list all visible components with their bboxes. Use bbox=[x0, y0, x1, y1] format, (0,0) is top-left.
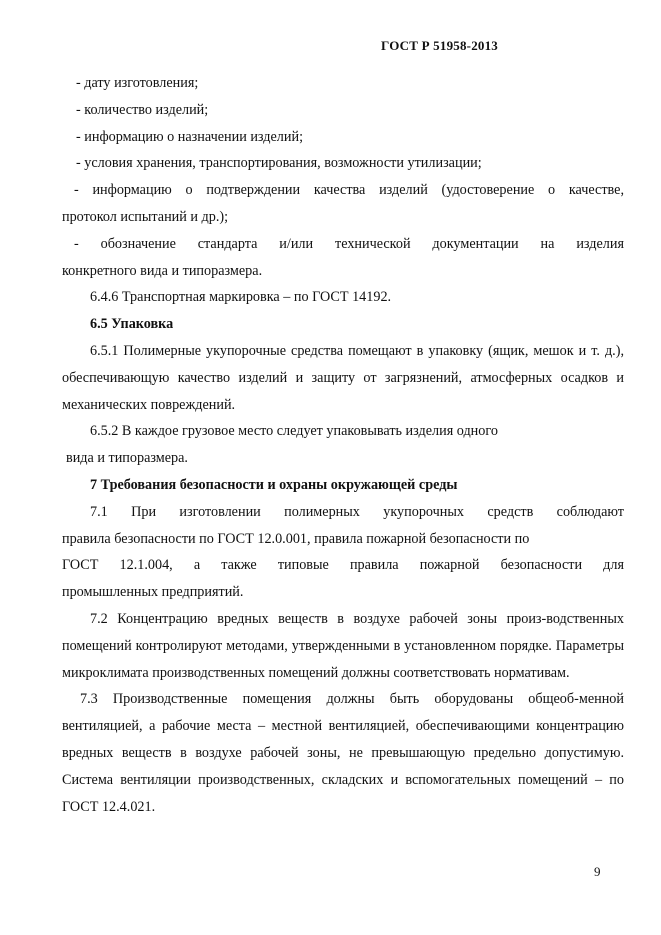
clause-6-5-1: 6.5.1 Полимерные укупорочные средства помещают в упаковку (ящик, мешок и т. д.), обеспечивающую качество изделий и защиту от загрязнений, атмосферных осадков и механических повреждений. bbox=[62, 342, 624, 413]
marking-list-item: - информацию о назначении изделий; bbox=[76, 128, 304, 145]
marking-list-item: - условия хранения, транспортирования, возможности утилизации; bbox=[76, 155, 482, 172]
marking-list-item: - дату изготовления; bbox=[76, 75, 199, 91]
marking-list-item-continuation: конкретного вида и типоразмера. bbox=[62, 262, 263, 279]
section-7-heading: 7 Требования безопасности и охраны окружающей среды bbox=[90, 476, 458, 493]
marking-list-item: - количество изделий; bbox=[76, 101, 209, 118]
marking-list-item-continuation: протокол испытаний и др.); bbox=[62, 208, 229, 225]
marking-list-item: - информацию о подтверждении качества изделий (удостоверение о качестве, bbox=[74, 182, 624, 199]
clause-6-5-2-continuation: вида и типоразмера. bbox=[66, 450, 188, 467]
clause-6-4-6: 6.4.6 Транспортная маркировка – по ГОСТ 14192. bbox=[90, 289, 392, 306]
standard-number-header: ГОСТ Р 51958-2013 bbox=[381, 38, 498, 53]
clause-7-1: 7.1 При изготовлении полимерных укупорочных средств соблюдают bbox=[90, 503, 624, 520]
document-body bbox=[62, 70, 624, 820]
clause-7-1-continuation: ГОСТ 12.1.004, а также типовые правила пожарной безопасности для bbox=[62, 557, 624, 574]
clause-7-1-continuation: правила безопасности по ГОСТ 12.0.001, правила пожарной безопасности по bbox=[62, 530, 530, 547]
section-6-5-heading: 6.5 Упаковка bbox=[90, 316, 174, 333]
clause-6-5-2: 6.5.2 В каждое грузовое место следует упаковывать изделия одного bbox=[90, 423, 498, 440]
clause-7-1-continuation: промышленных предприятий. bbox=[62, 584, 244, 601]
marking-list-item: - обозначение стандарта и/или технической документации на изделия bbox=[74, 235, 624, 252]
clause-7-3: 7.3 Производственные помещения должны быть оборудованы общеоб-менной вентиляцией, а рабочие места – местной вентиляцией, обеспечивающими концентрацию вредных веществ в воздухе рабочей зоны, не превышающую предельно допустимую. Система вентиляции производственных, складских и вспомогательных помещений – по ГОСТ 12.4.021. bbox=[62, 691, 624, 815]
page-number: 9 bbox=[594, 864, 601, 879]
clause-7-2: 7.2 Концентрацию вредных веществ в воздухе рабочей зоны произ-водственных помещений контролируют методами, утвержденными в установленном порядке. Параметры микроклимата производственных помещений должны соответствовать нормативам. bbox=[62, 610, 624, 681]
